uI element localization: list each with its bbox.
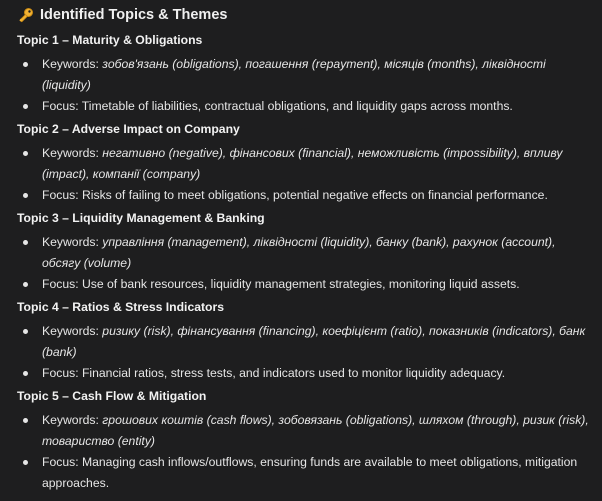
key-icon xyxy=(17,7,34,24)
focus-item xyxy=(17,274,592,295)
topic-details xyxy=(17,54,592,117)
topic-details xyxy=(17,321,592,384)
focus-text: Use of bank resources, liquidity management strategies, monitoring liquid assets. xyxy=(81,277,520,291)
keywords-item xyxy=(17,321,592,363)
bullet-icon xyxy=(23,240,28,245)
bullet-icon xyxy=(23,193,28,198)
topic-title: Topic 2 – Adverse Impact on Company xyxy=(17,122,240,136)
topic-title: Topic 1 – Maturity & Obligations xyxy=(17,33,203,47)
bullet-icon xyxy=(23,371,28,376)
topic-title: Topic 4 – Ratios & Stress Indicators xyxy=(17,300,225,314)
focus-item xyxy=(17,452,592,494)
focus-text: Timetable of liabilities, contractual obligations, and liquidity gaps across months. xyxy=(81,99,513,113)
focus-text: Risks of failing to meet obligations, potential negative effects on financial performance. xyxy=(81,188,548,202)
bullet-icon xyxy=(23,62,28,67)
topic-title: Topic 3 – Liquidity Management & Banking xyxy=(17,211,265,225)
keywords-list: ризику (risk), фінансування (financing), коефіцієнт (ratio), показників (indicators), банк (bank) xyxy=(42,324,586,359)
focus-item xyxy=(17,363,592,384)
topic-title: Topic 5 – Cash Flow & Mitigation xyxy=(17,389,207,403)
keywords-label: Keywords: xyxy=(42,324,99,338)
topic-details xyxy=(17,143,592,206)
keywords-label: Keywords: xyxy=(42,146,99,160)
keywords-item xyxy=(17,143,592,185)
focus-label: Focus: xyxy=(42,277,79,291)
keywords-item xyxy=(17,54,592,96)
keywords-item xyxy=(17,410,592,452)
focus-text: Financial ratios, stress tests, and indicators used to monitor liquidity adequacy. xyxy=(81,366,506,380)
topic-4 xyxy=(17,297,592,384)
focus-label: Focus: xyxy=(42,455,79,469)
topic-2 xyxy=(17,119,592,206)
bullet-icon xyxy=(23,329,28,334)
bullet-icon xyxy=(23,104,28,109)
keywords-list: управління (management), ліквідності (liquidity), банку (bank), рахунок (account), обсягу (volume) xyxy=(42,235,556,270)
topic-5 xyxy=(17,386,592,494)
keywords-label: Keywords: xyxy=(42,413,99,427)
keywords-list: грошових коштів (cash flows), зобовязань (obligations), шляхом (through), ризик (risk), товариство (entity) xyxy=(42,413,589,448)
keywords-item xyxy=(17,232,592,274)
focus-text: Managing cash inflows/outflows, ensuring funds are available to meet obligations, mitigation approaches. xyxy=(42,455,578,490)
bullet-icon xyxy=(23,418,28,423)
keywords-label: Keywords: xyxy=(42,235,99,249)
topic-details xyxy=(17,410,592,494)
bullet-icon xyxy=(23,151,28,156)
focus-item xyxy=(17,96,592,117)
focus-label: Focus: xyxy=(42,366,79,380)
keywords-list: зобов'язань (obligations), погашення (repayment), місяців (months), ліквідності (liquidity) xyxy=(42,57,546,92)
keywords-list: негативно (negative), фінансових (financial), неможливість (impossibility), впливу (impact), компанії (company) xyxy=(42,146,563,181)
focus-label: Focus: xyxy=(42,99,79,113)
heading-text: Identified Topics & Themes xyxy=(40,7,228,23)
topic-1 xyxy=(17,30,592,117)
focus-label: Focus: xyxy=(42,188,79,202)
bullet-icon xyxy=(23,282,28,287)
focus-item xyxy=(17,185,592,206)
topic-3 xyxy=(17,208,592,295)
bullet-icon xyxy=(23,460,28,465)
topic-details xyxy=(17,232,592,295)
keywords-label: Keywords: xyxy=(42,57,99,71)
document-heading xyxy=(17,4,592,26)
